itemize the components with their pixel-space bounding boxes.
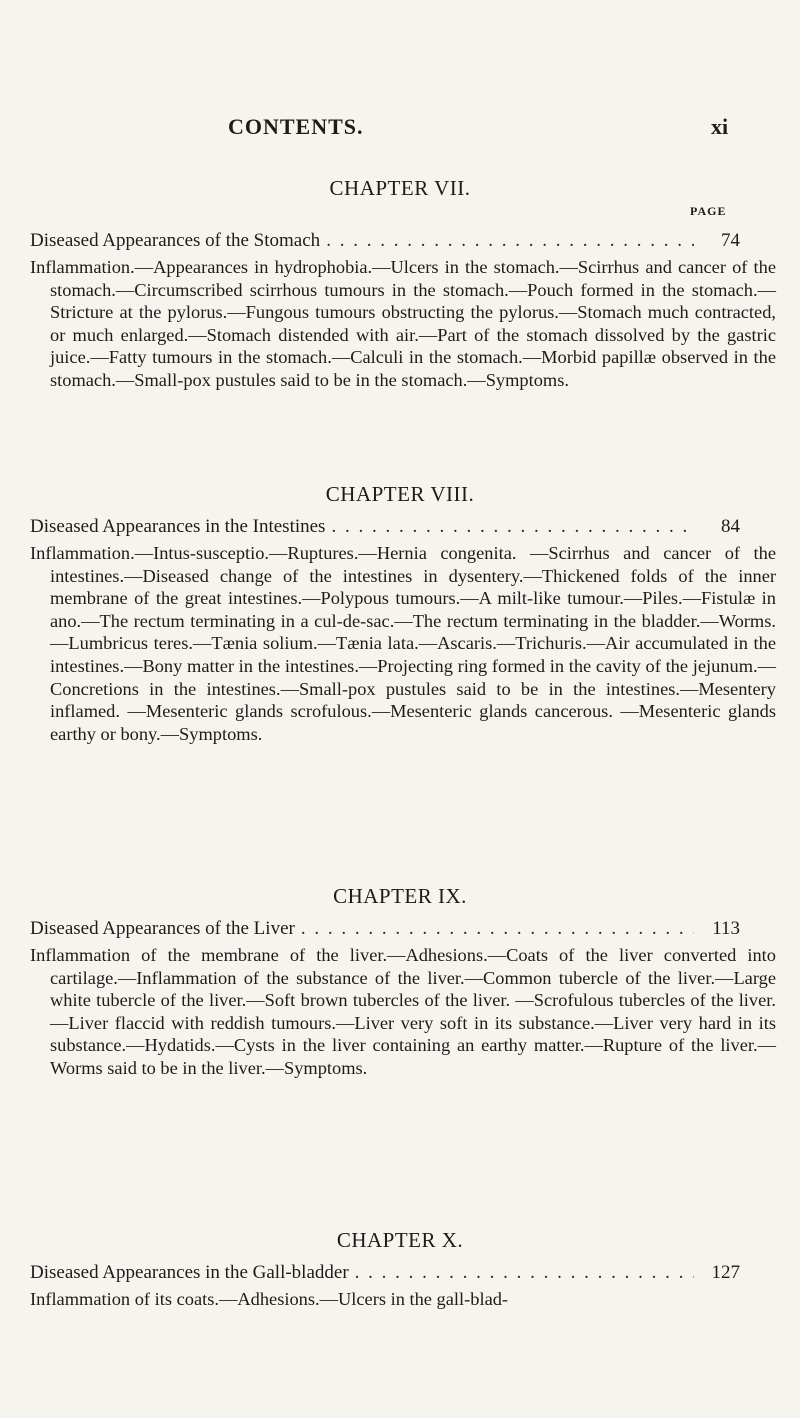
toc-entry <box>30 230 740 256</box>
toc-entry-title: Diseased Appearances in the Gall-bladder <box>30 1262 349 1283</box>
chapter-heading: CHAPTER VII. <box>329 176 471 200</box>
chapter-heading: CHAPTER VIII. <box>325 482 475 506</box>
toc-entry <box>30 918 740 944</box>
dot-leader <box>326 230 694 252</box>
running-title: CONTENTS. <box>228 114 364 139</box>
chapter-heading: CHAPTER IX. <box>333 884 467 908</box>
toc-entry-title: Diseased Appearances of the Liver <box>30 918 295 939</box>
toc-entry-page: 84 <box>721 516 740 537</box>
chapter-synopsis: Inflammation of the membrane of the liver.—Adhesions.—Coats of the liver converted into cartilage.—Inflammation of the substance of the liver.—Common tubercle of the liver.—Large white tubercle of the liver.—Soft brown tubercles of the liver. —Scrofulous tubercles of the liver.—Liver flaccid with reddish tumours.—Liver very soft in its substance.—Liver very hard in its substance.—Hydatids.—Cysts in the liver containing an earthy matter.—Rupture of the liver.—Worms said to be in the liver.—Symptoms. <box>30 945 776 1078</box>
chapter-synopsis: Inflammation.—Appearances in hydrophobia.—Ulcers in the stomach.—Scirrhus and cancer of the stomach.—Circumscribed scirrhous tumours in the stomach.—Pouch formed in the stomach.—Stricture at the pylorus.—Fungous tumours obstructing the pylorus.—Stomach much contracted, or much enlarged.—Stomach distended with air.—Part of the stomach dissolved by the gastric juice.—Fatty tumours in the stomach.—Calculi in the stomach.—Morbid papillæ observed in the stomach.—Small-pox pustules said to be in the stomach.—Symptoms. <box>30 257 776 390</box>
chapter-synopsis: Inflammation.—Intus-susceptio.—Ruptures.—Hernia congenita. —Scirrhus and cancer of the intestines.—Diseased change of the intestines in dysentery.—Thickened folds of the inner membrane of the great intestines.—Polypous tumours.—A milt-like tumour.—Piles.—Fistulæ in ano.—The rectum terminating in a cul-de-sac.—The rectum terminating in the bladder.—Worms.—Lumbricus teres.—Tænia solium.—Tænia lata.—Ascaris.—Trichuris.—Air accumulated in the intestines.—Bony matter in the intestines.—Projecting ring formed in the cavity of the jejunum.—Concretions in the intestines.—Small-pox pustules said to be in the intestines.—Mesentery inflamed. —Mesenteric glands scrofulous.—Mesenteric glands cancerous. —Mesenteric glands earthy or bony.—Symptoms. <box>30 543 776 744</box>
toc-entry <box>30 516 740 542</box>
page-column-label: PAGE <box>690 204 727 218</box>
toc-entry <box>30 1262 740 1288</box>
toc-entry-title: Diseased Appearances in the Intestines <box>30 516 326 537</box>
chapter-heading: CHAPTER X. <box>336 1228 464 1252</box>
dot-leader <box>301 918 694 940</box>
toc-entry-title: Diseased Appearances of the Stomach <box>30 230 321 251</box>
toc-entry-page: 127 <box>711 1262 740 1283</box>
dot-leader <box>355 1262 694 1284</box>
toc-entry-page: 74 <box>721 230 740 251</box>
dot-leader <box>331 516 694 538</box>
toc-entry-page: 113 <box>712 918 740 939</box>
chapter-synopsis: Inflammation of its coats.—Adhesions.—Ulcers in the gall-blad- <box>30 1289 509 1309</box>
page-folio: xi <box>711 114 729 139</box>
running-head <box>0 114 800 144</box>
